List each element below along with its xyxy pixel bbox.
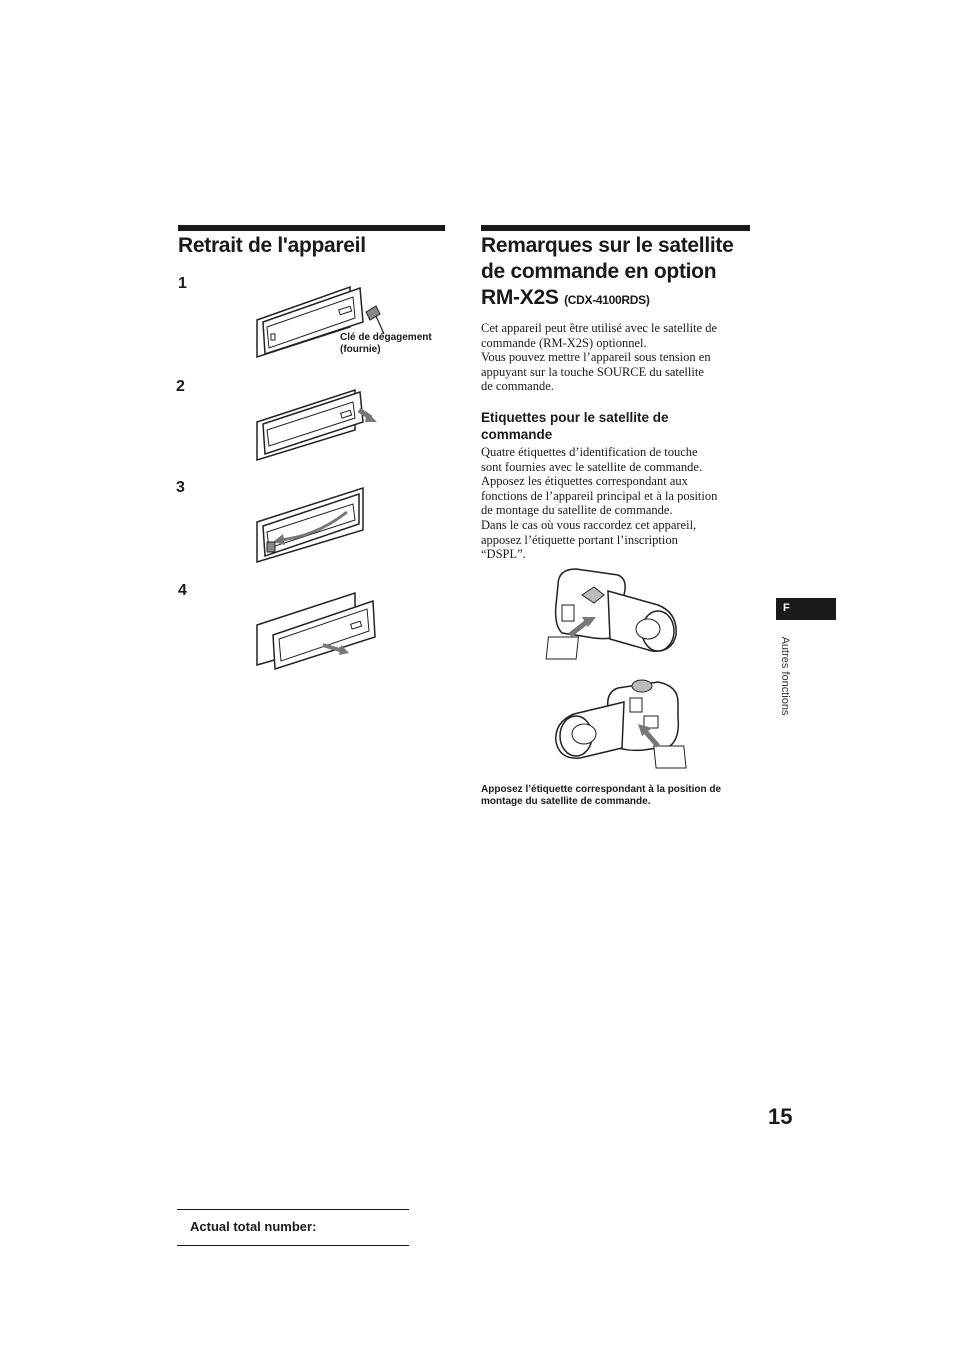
labels-subheading	[481, 409, 669, 443]
step-number-4: 4	[178, 582, 187, 599]
intro-paragraph	[481, 321, 756, 394]
page-number: 15	[768, 1104, 793, 1129]
figure-caption	[481, 784, 761, 808]
rotary-commander-top-illustration	[548, 565, 688, 665]
left-section-title: Retrait de l'appareil	[178, 234, 366, 257]
right-section-title	[481, 233, 756, 313]
figure-caption-line1: Apposez l’étiquette correspondant à la position de	[481, 784, 722, 795]
body-line: de montage du satellite de commande.	[481, 503, 673, 518]
right-title-model-name: RM-X2S	[481, 286, 559, 309]
language-tab-letter: F	[783, 602, 790, 614]
intro-line: Vous pouvez mettre l’appareil sous tension en	[481, 350, 711, 365]
key-caption-line2: (fournie)	[340, 344, 381, 355]
right-title-model-code: (CDX-4100RDS)	[564, 293, 650, 307]
body-line: fonctions de l’appareil principal et à la position	[481, 488, 718, 503]
step-2-illustration	[255, 382, 385, 462]
body-line: Quatre étiquettes d’identification de touche	[481, 445, 698, 459]
step-4-illustration	[255, 585, 385, 675]
right-title-line2: de commande en option	[481, 260, 717, 283]
subheading-line1: Etiquettes pour le satellite de	[481, 410, 669, 425]
step-number-2: 2	[176, 378, 185, 395]
right-section-rule	[481, 225, 750, 231]
figure-caption-line2: montage du satellite de commande.	[481, 796, 651, 807]
left-section-rule	[178, 225, 445, 231]
body-line: “DSPL”.	[481, 547, 526, 562]
subheading-line2: commande	[481, 427, 553, 442]
intro-line: de commande.	[481, 379, 554, 394]
right-title-line1: Remarques sur le satellite	[481, 234, 734, 257]
step-number-1: 1	[178, 275, 187, 292]
intro-line: commande (RM-X2S) optionnel.	[481, 335, 647, 350]
body-line: apposez l’étiquette portant l’inscription	[481, 532, 678, 547]
body-line: sont fournies avec le satellite de commande.	[481, 459, 703, 474]
key-caption	[340, 332, 432, 356]
step-number-3: 3	[176, 479, 185, 496]
labels-paragraph	[481, 445, 756, 562]
right-title-line3	[481, 285, 756, 313]
body-line: Apposez les étiquettes correspondant aux	[481, 474, 688, 489]
section-side-label: Autres fonctions	[779, 636, 791, 716]
intro-line: appuyant sur la touche SOURCE du satellite	[481, 364, 704, 379]
footer-label: Actual total number:	[190, 1219, 317, 1234]
footer-rule-top	[177, 1209, 409, 1210]
key-caption-line1: Clé de dégagement	[340, 332, 432, 343]
intro-line: Cet appareil peut être utilisé avec le satellite de	[481, 321, 718, 335]
step-3-illustration	[255, 482, 385, 567]
footer-rule-bottom	[177, 1245, 409, 1246]
rotary-commander-bottom-illustration	[548, 672, 688, 772]
language-tab	[776, 598, 836, 620]
body-line: Dans le cas où vous raccordez cet appareil,	[481, 517, 697, 532]
